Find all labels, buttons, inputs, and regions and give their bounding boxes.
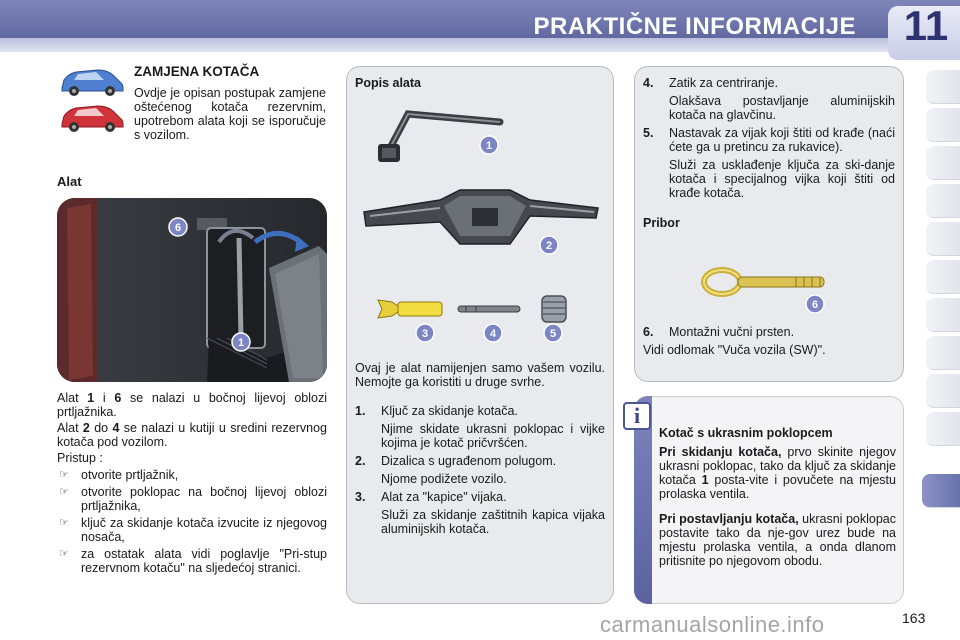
side-tab-4[interactable]	[926, 184, 960, 218]
tool-item-title: Zatik za centriranje.	[669, 76, 779, 90]
access-step	[57, 547, 327, 575]
tool-item-title: Ključ za skidanje kotača.	[381, 404, 518, 418]
accessory-list	[643, 325, 895, 343]
tool-item	[355, 454, 605, 468]
side-tab-6[interactable]	[926, 260, 960, 294]
info-para-2-lead: Pri postavljanju kotača,	[659, 512, 799, 526]
info-para-1-text-a: prvo skinite njegov ukrasni poklopac, tako da ključ za skidanje kotača	[659, 445, 896, 487]
info-icon: i	[623, 402, 651, 430]
info-para-2-text: ukrasni poklopac postavite tako da nje-gov urez bude na mjestu prolaska ventila, a onda dlanom pritisnite po njegovom obodu.	[659, 512, 896, 568]
see-also-text: Vidi odlomak "Vuča vozila (SW)".	[643, 343, 826, 357]
tool-item-title: Dizalica s ugrađenom polugom.	[381, 454, 557, 468]
access-steps-list	[57, 468, 327, 578]
tool-item	[643, 76, 895, 90]
tool-item-desc: Njome podižete vozilo.	[381, 472, 507, 486]
pointing-hand-icon: ☞	[59, 517, 69, 529]
subsection-title: Alat	[57, 174, 82, 189]
accessory-item-number: 6.	[643, 325, 654, 339]
anti-theft-adapter-image	[536, 292, 572, 326]
info-para-2	[659, 512, 896, 568]
callout-3-text: 3	[421, 328, 429, 340]
para1-num-1: 1	[87, 391, 95, 405]
access-step-text: ključ za skidanje kotača izvucite iz njegovog nosača,	[81, 516, 327, 544]
tool-list-intro: Ovaj je alat namijenjen samo vašem vozilu. Nemojte ga koristiti u druge svrhe.	[355, 361, 605, 389]
access-step	[57, 468, 327, 482]
side-tab-2[interactable]	[926, 108, 960, 142]
info-box-title: Kotač s ukrasnim poklopcem	[659, 426, 833, 440]
tool-item-title: Nastavak za vijak koji štiti od krađe (naći ćete ga u pretincu za rukavice).	[669, 126, 895, 154]
tool-item	[355, 490, 605, 504]
side-tab-1[interactable]	[926, 70, 960, 104]
blue-car-icon	[58, 64, 126, 98]
tool-list-title: Popis alata	[355, 76, 421, 90]
access-step-text: za ostatak alata vidi poglavlje "Pri-stup rezervnom kotaču" na sljedećoj stranici.	[81, 547, 327, 575]
photo-callout-6: 6	[174, 222, 182, 234]
pointing-hand-icon: ☞	[59, 469, 69, 481]
access-step-text: otvorite prtljažnik,	[81, 468, 179, 482]
accessory-item	[643, 325, 895, 339]
info-para-1-num: 1	[701, 473, 709, 487]
callout-4	[482, 322, 504, 344]
callout-2-text: 2	[545, 240, 553, 252]
tool-item-desc: Njime skidate ukrasni poklopac i vijke kojima je kotač pričvršćen.	[381, 422, 605, 450]
accessories-title: Pribor	[643, 216, 680, 230]
para2-num-2: 4	[112, 421, 120, 435]
access-step	[57, 485, 327, 513]
tool-item-number: 3.	[355, 490, 366, 504]
access-step	[57, 516, 327, 544]
info-para-1-lead: Pri skidanju kotača,	[659, 445, 782, 459]
jack-image	[360, 182, 604, 254]
tool-location-para-2	[57, 421, 327, 449]
trunk-illustration	[57, 198, 327, 382]
centring-pin-image	[456, 302, 522, 316]
side-tab-7[interactable]	[926, 298, 960, 332]
tool-list-continued	[643, 76, 895, 204]
callout-5	[542, 322, 564, 344]
callout-6-text: 6	[811, 299, 819, 311]
callout-6	[804, 293, 826, 315]
side-tab-5[interactable]	[926, 222, 960, 256]
tool-item-title: Alat za "kapice" vijaka.	[381, 490, 507, 504]
side-tab-9[interactable]	[926, 374, 960, 408]
access-step-text: otvorite poklopac na bočnoj lijevoj oblozi prtljažnika,	[81, 485, 327, 513]
tool-item-number: 4.	[643, 76, 654, 90]
watermark: carmanualsonline.info	[600, 612, 825, 637]
info-para-1	[659, 445, 896, 501]
para2-num-1: 2	[82, 421, 90, 435]
callout-1-text: 1	[485, 140, 493, 152]
para2-mid: do	[89, 421, 113, 435]
section-title: ZAMJENA KOTAČA	[134, 64, 260, 79]
chapter-number: 11	[903, 2, 949, 49]
tool-item-number: 5.	[643, 126, 654, 140]
red-car-icon	[58, 100, 126, 134]
tool-item-number: 2.	[355, 454, 366, 468]
page-number: 163	[902, 610, 926, 626]
side-tab-11-active[interactable]	[922, 474, 960, 508]
para1-prefix: Alat	[57, 391, 88, 405]
side-tab-strip	[926, 70, 960, 610]
para2-suffix: se nalazi u kutiji u sredini rezervnog kotača pod vozilom.	[57, 421, 327, 449]
para1-suffix: se nalazi u bočnoj lijevoj oblozi prtljažnika.	[57, 391, 327, 419]
callout-4-text: 4	[489, 328, 497, 340]
tool-location-para-1	[57, 391, 327, 419]
callout-1	[478, 134, 500, 156]
cap-remover-image	[376, 292, 446, 326]
tool-item	[643, 126, 895, 154]
para1-num-2: 6	[114, 391, 122, 405]
photo-callout-1: 1	[237, 337, 245, 349]
info-para-1-text-b: posta-vite i povučete na mjestu prolaska ventila.	[659, 473, 896, 501]
pointing-hand-icon: ☞	[59, 486, 69, 498]
para1-mid: i	[94, 391, 115, 405]
chapter-title: PRAKTIČNE INFORMACIJE	[533, 13, 856, 40]
callout-5-text: 5	[549, 328, 557, 340]
callout-3	[414, 322, 436, 344]
tool-item-desc: Služi za usklađenje ključa za ski-danje kotača i specijalnog vijka koji štiti od krađe kotača.	[669, 158, 895, 200]
pointing-hand-icon: ☞	[59, 548, 69, 560]
side-tab-3[interactable]	[926, 146, 960, 180]
accessory-item-title: Montažni vučni prsten.	[669, 325, 795, 339]
trunk-photo	[57, 198, 327, 382]
tool-item-desc: Služi za skidanje zaštitnih kapica vijaka aluminijskih kotača.	[381, 508, 605, 536]
para2-prefix: Alat	[57, 421, 83, 435]
side-tab-10[interactable]	[926, 412, 960, 446]
access-label: Pristup :	[57, 451, 103, 465]
side-tab-8[interactable]	[926, 336, 960, 370]
callout-2	[538, 234, 560, 256]
tool-item-number: 1.	[355, 404, 366, 418]
tool-item-desc: Olakšava postavljanje aluminijskih kotača na glavčinu.	[669, 94, 895, 122]
intro-text: Ovdje je opisan postupak zamjene oštećenog kotača rezervnim, upotrebom alata koji se isporučuje s vozilom.	[134, 86, 326, 142]
tool-list	[355, 404, 605, 540]
tool-item	[355, 404, 605, 418]
